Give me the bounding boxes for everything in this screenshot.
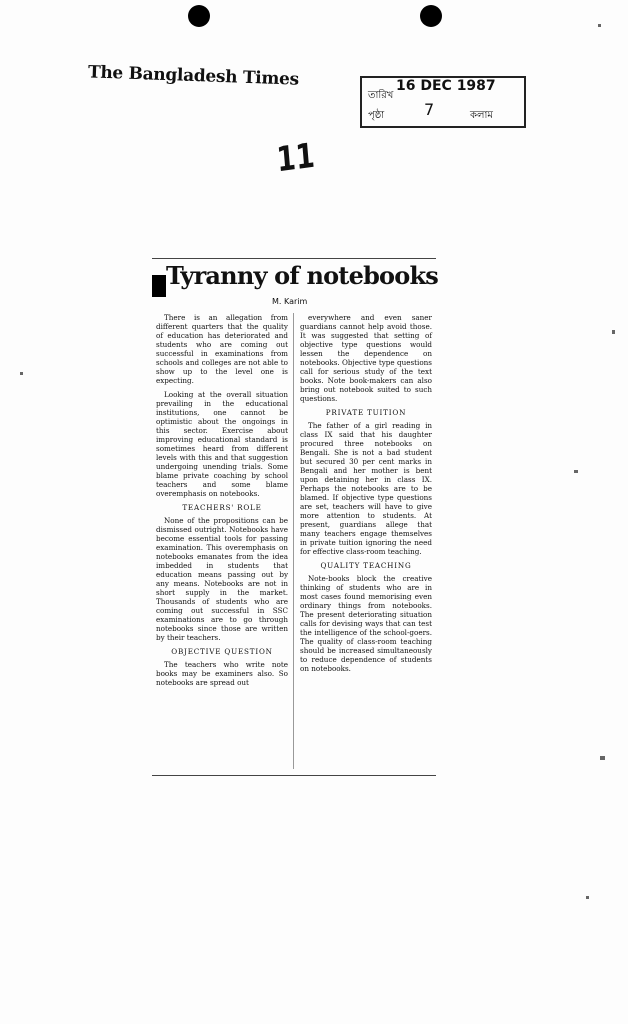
stamp-date: 16 DEC 1987 xyxy=(396,78,496,94)
scan-speck xyxy=(586,896,589,899)
column-divider xyxy=(293,313,294,769)
scan-speck xyxy=(612,330,615,334)
article-paragraph: The father of a girl reading in class IX said that his daughter procured three notebooks on Bengali. She is not a bad student but secured 30 per cent marks in Bengali and her mother is bent upon detaining her in class IX. Perhaps the notebooks are to be blamed. If objective type questions are set, teachers will have to give more attention to students. At present, guardians allege that many teachers engage themselves in private tuition ignoring the need for effective class-room teaching. xyxy=(300,421,432,556)
stamp-column-label: কলাম xyxy=(470,110,493,121)
stamp-page-label: পৃষ্ঠা xyxy=(368,110,385,121)
section-heading: OBJECTIVE QUESTION xyxy=(171,647,273,656)
article-column-left xyxy=(156,313,288,692)
punch-hole-right xyxy=(420,5,442,27)
newspaper-clipping xyxy=(152,258,439,776)
article-paragraph: None of the propositions can be dismissed outright. Notebooks have become essential tools for passing examination. This overemphasis on notebooks emanates from the idea imbedded in students that education means passing out by any means. Notebooks are not in short supply in the market. Thousands of students who are coming out successful in SSC examinations are to go through notebooks since those are written by their teachers. xyxy=(156,516,288,642)
section-heading: TEACHERS' ROLE xyxy=(182,503,262,512)
article-paragraph: The teachers who write note books may be examiners also. So notebooks are spread out xyxy=(156,660,288,687)
article-paragraph: There is an allegation from different quarters that the quality of education has deteriorated and students who are coming out successful in examinations from schools and colleges are not able to show up to the level one is expecting. xyxy=(156,313,288,385)
stamp-page-number: 7 xyxy=(424,100,435,119)
stamp-date-label: তারিখ xyxy=(368,90,394,101)
section-heading: PRIVATE TUITION xyxy=(325,408,407,417)
article-headline: Tyranny of notebooks xyxy=(166,261,439,290)
article-paragraph: Looking at the overall situation prevailing in the educational institutions, one cannot be optimistic about the ongoings in this sector. Exercise about improving educational standard is sometimes heard from different levels with this and that suggestion undergoing unending trials. Some blame private coaching by school teachers and some blame overemphasis on notebooks. xyxy=(156,390,288,498)
article-paragraph: Note-books block the creative thinking of students who are in most cases found memorising even ordinary things from notebooks. The present deteriorating situation calls for devising ways that can test the intelligence of the school-goers. The quality of class-room teaching should be increased simultaneously to reduce dependence of students on notebooks. xyxy=(300,574,432,673)
article-byline: M. Karim xyxy=(272,297,308,306)
scan-speck xyxy=(574,470,578,473)
article-column-right xyxy=(300,313,432,678)
date-stamp xyxy=(360,76,526,128)
scan-speck xyxy=(598,24,601,27)
scan-speck xyxy=(600,756,605,760)
handwritten-number: 11 xyxy=(275,135,317,181)
scan-speck xyxy=(20,372,23,375)
article-paragraph: everywhere and even saner guardians cannot help avoid those. It was suggested that setting of objective type questions would lessen the dependence on notebooks. Objective type questions call for serious study of the text books. Note book-makers can also bring out notebook suited to such questions. xyxy=(300,313,432,403)
punch-hole-left xyxy=(188,5,210,27)
section-heading: QUALITY TEACHING xyxy=(320,561,412,570)
newspaper-name: The Bangladesh Times xyxy=(87,62,300,90)
